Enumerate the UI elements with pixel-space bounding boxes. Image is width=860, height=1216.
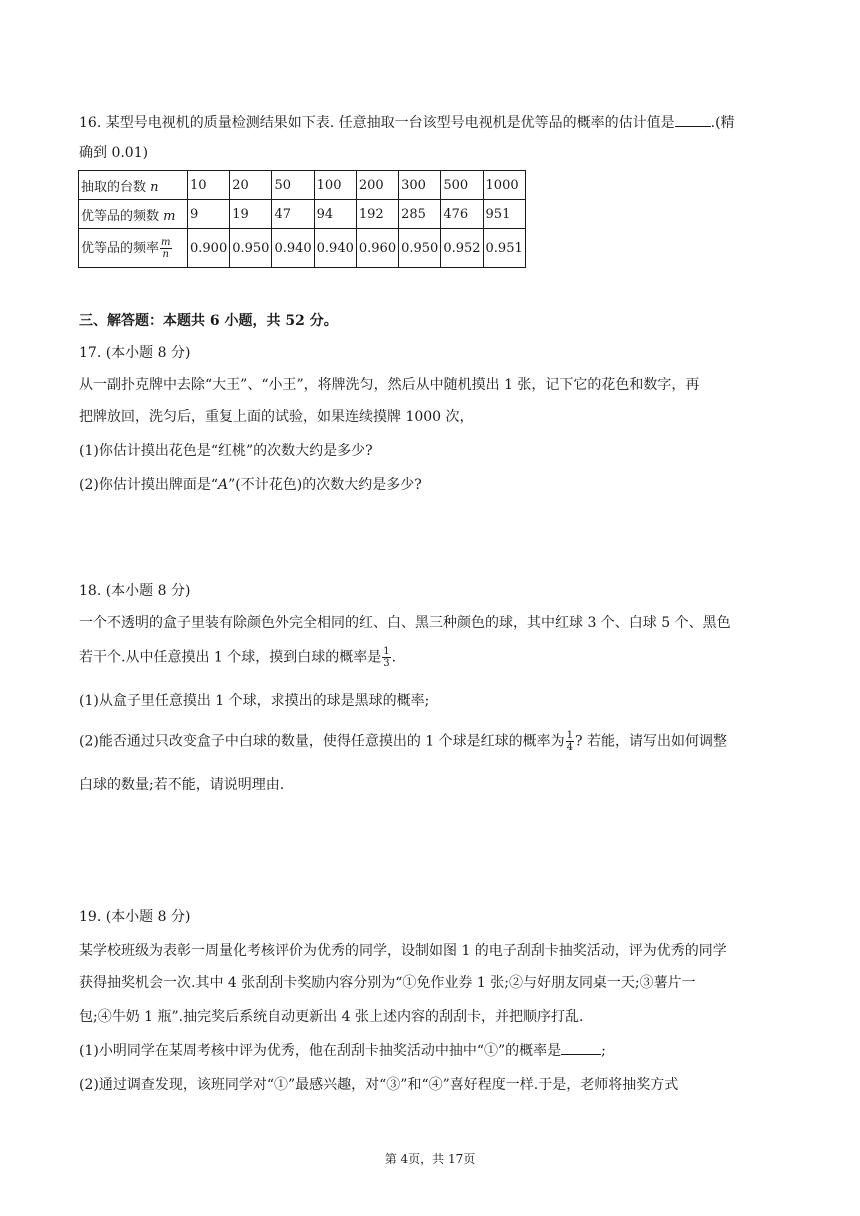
row-label-n: 抽取的台数 n xyxy=(79,171,188,200)
table-cell: 94 xyxy=(314,200,356,229)
q17-line2: 把牌放回，洗匀后，重复上面的试验，如果连续摸牌 1000 次， xyxy=(79,409,474,425)
q19-part2: (2)通过调查发现，该班同学对“①”最感兴趣，对“③”和“④”喜好程度一样.于是，老师将抽奖方式 xyxy=(79,1077,679,1093)
q18-part2: (2)能否通过只改变盒子中白球的数量，使得任意摸出的 1 个球是红球的概率为 $\frac{1}{4}$ ? 若能，请写出如何调整 xyxy=(79,730,727,753)
q16-text-tail: .(精 xyxy=(710,115,735,131)
quality-table xyxy=(78,170,526,268)
table-cell: 0.940 xyxy=(272,229,314,268)
fraction-one-third: $\frac{1}{3}$ xyxy=(383,646,390,669)
table-row xyxy=(79,200,526,229)
q16-line2: 确到 0.01) xyxy=(79,145,149,161)
q19-part1: (1)小明同学在某周考核中评为优秀，他在刮刮卡抽奖活动中抽中“①”的概率是 ; xyxy=(79,1040,780,1062)
table-cell: 20 xyxy=(230,171,272,200)
section-heading: 三、解答题：本题共 6 小题，共 52 分。 xyxy=(79,313,338,329)
row-label-freq: 优等品的频率 $\frac{m}{n}$ xyxy=(79,229,188,268)
table-cell: 476 xyxy=(441,200,483,229)
table-cell: 50 xyxy=(272,171,314,200)
q17-part2: (2)你估计摸出牌面是“A”(不计花色)的次数大约是多少? xyxy=(79,477,422,493)
q17-header: 17. (本小题 8 分) xyxy=(79,345,191,361)
table-cell: 19 xyxy=(230,200,272,229)
q16-line1 xyxy=(79,112,780,134)
table-cell: 300 xyxy=(399,171,441,200)
table-cell: 192 xyxy=(356,200,398,229)
table-cell: 100 xyxy=(314,171,356,200)
q19-answer-blank xyxy=(561,1040,601,1055)
fraction-one-quarter: $\frac{1}{4}$ xyxy=(566,730,574,753)
q16-text: 16. 某型号电视机的质量检测结果如下表. 任意抽取一台该型号电视机是优等品的概率的估计值是 xyxy=(79,115,675,131)
table-cell: 0.960 xyxy=(356,229,398,268)
q18-part1: (1)从盒子里任意摸出 1 个球，求摸出的球是黑球的概率; xyxy=(79,693,430,709)
table-cell: 1000 xyxy=(483,171,525,200)
table-cell: 0.950 xyxy=(230,229,272,268)
table-cell: 500 xyxy=(441,171,483,200)
table-cell: 0.940 xyxy=(314,229,356,268)
q17-line1: 从一副扑克牌中去除“大王”、“小王”，将牌洗匀，然后从中随机摸出 1 张，记下它的花色和数字，再 xyxy=(79,377,700,393)
table-cell: 9 xyxy=(188,200,230,229)
q18-line1: 一个不透明的盒子里装有除颜色外完全相同的红、白、黑三种颜色的球，其中红球 3 个、白球 5 个、黑色 xyxy=(79,615,731,631)
table-cell: 0.950 xyxy=(399,229,441,268)
table-row xyxy=(79,229,526,268)
table-cell: 0.900 xyxy=(188,229,230,268)
q16-answer-blank xyxy=(675,112,711,127)
table-cell: 200 xyxy=(356,171,398,200)
q18-part2-line2: 白球的数量;若不能，请说明理由. xyxy=(79,777,285,793)
q17-part1: (1)你估计摸出花色是“红桃”的次数大约是多少? xyxy=(79,443,373,459)
row-label-m: 优等品的频数 m xyxy=(79,200,188,229)
table-cell: 951 xyxy=(483,200,525,229)
table-cell: 285 xyxy=(399,200,441,229)
q19-line1: 某学校班级为表彰一周量化考核评价为优秀的同学，设制如图 1 的电子刮刮卡抽奖活动，评为优秀的同学 xyxy=(79,943,727,959)
table-row xyxy=(79,171,526,200)
table-cell: 0.951 xyxy=(483,229,525,268)
q19-header: 19. (本小题 8 分) xyxy=(79,909,191,925)
table-cell: 0.952 xyxy=(441,229,483,268)
page-footer: 第 4页，共 17页 xyxy=(384,1152,476,1166)
q19-line3: 包;④牛奶 1 瓶”.抽完奖后系统自动更新出 4 张上述内容的刮刮卡，并把顺序打乱. xyxy=(79,1009,584,1025)
fraction-m-over-n: $\frac{m}{n}$ xyxy=(161,236,171,260)
table-cell: 10 xyxy=(188,171,230,200)
q19-line2: 获得抽奖机会一次.其中 4 张刮刮卡奖励内容分别为“①免作业券 1 张;②与好朋友同桌一天;③薯片一 xyxy=(79,975,696,991)
table-cell: 47 xyxy=(272,200,314,229)
q18-header: 18. (本小题 8 分) xyxy=(79,583,191,599)
q18-line2: 若干个.从中任意摸出 1 个球，摸到白球的概率是 $\frac{1}{3}$ . xyxy=(79,646,397,669)
